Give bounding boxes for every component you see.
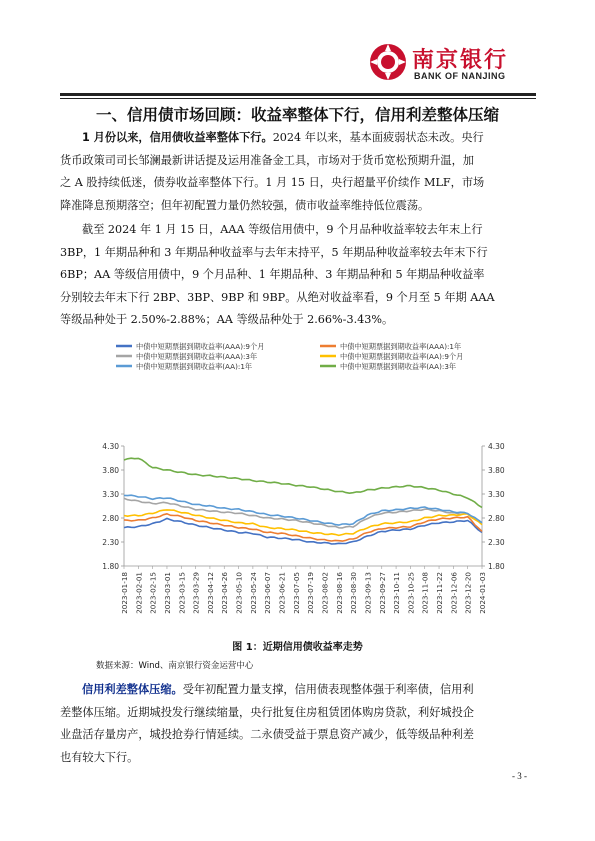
paragraph-1-line-4: 降准降息预期落空；但年初配置力量仍然较强，债市收益率维持低位震荡。 (60, 198, 430, 212)
figure-source: 数据来源：Wind、南京银行资金运营中心 (96, 661, 254, 671)
legend-label: 中债中短期票据到期收益率(AA):3年 (340, 362, 457, 371)
y2-tick-label: 3.30 (488, 490, 505, 499)
legend-label: 中债中短期票据到期收益率(AA):1年 (136, 362, 253, 371)
series-line (124, 458, 482, 507)
paragraph-2-line-2: 3BP，1 年期品种和 3 年期品种收益率与去年末持平，5 年期品种收益率较去年末下行 (60, 245, 488, 259)
paragraph-1-line-1 (60, 127, 546, 150)
x-tick-label: 2023-09-13 (363, 572, 373, 614)
y2-tick-label: 1.80 (488, 562, 505, 571)
figure-caption: 图 1：近期信用债收益率走势 (232, 642, 363, 653)
y-tick-label: 1.80 (102, 562, 119, 571)
paragraph-1-lead: 1 月份以来，信用债收益率整体下行。 (82, 131, 273, 144)
x-tick-label: 2023-12-20 (463, 572, 473, 614)
paragraph-3 (60, 679, 546, 769)
y-tick-label: 2.80 (102, 514, 119, 523)
x-tick-label: 2023-03-15 (177, 572, 187, 614)
x-tick-label: 2023-08-02 (320, 572, 330, 614)
x-tick-label: 2023-04-12 (205, 572, 215, 614)
paragraph-1-text: 2024 年以来，基本面疲弱状态未改。央行 (272, 131, 484, 144)
header-rule-thin (60, 98, 536, 99)
x-tick-label: 2023-09-27 (377, 572, 387, 614)
header-rule-thick (60, 93, 536, 96)
x-tick-label: 2023-11-08 (420, 572, 430, 614)
x-tick-label: 2023-01-18 (120, 572, 129, 614)
paragraph-3-line-4: 也有较大下行。 (60, 750, 139, 764)
paragraph-1-line-3: 之 A 股持续低迷，债券收益率整体下行。1 月 15 日，央行超量平价续作 MLF，市场 (60, 176, 485, 190)
series-line (124, 498, 482, 528)
legend-label: 中债中短期票据到期收益率(AAA):1年 (340, 342, 462, 351)
paragraph-2-line-1: 截至 2024 年 1 月 15 日，AAA 等级信用债中，9 个月品种收益率较去年末上行 (82, 223, 483, 236)
paragraph-2-line-4: 分别较去年末下行 2BP、3BP、9BP 和 9BP。从绝对收益率看，9 个月至 5 年期 AAA (60, 290, 495, 304)
y-tick-label: 4.30 (102, 442, 119, 451)
paragraph-1 (60, 127, 546, 217)
bank-name-en: BANK OF NANJING (414, 71, 506, 81)
y2-tick-label: 3.80 (488, 466, 505, 475)
y-tick-label: 3.80 (102, 466, 119, 475)
legend-label: 中债中短期票据到期收益率(AAA):3年 (136, 352, 258, 361)
paragraph-3-line-1 (60, 679, 546, 702)
x-tick-label: 2023-04-26 (220, 572, 230, 614)
x-tick-label: 2023-03-01 (162, 572, 172, 614)
paragraph-3-line-3: 业盘活存量房产，城投抢券行情延续。二永债受益于票息资产减少，低等级品种利差 (60, 728, 474, 742)
x-tick-label: 2023-03-29 (191, 572, 201, 614)
section-title: 一、信用债市场回顾：收益率整体下行，信用利差整体压缩 (96, 106, 500, 124)
x-tick-label: 2023-08-16 (334, 572, 344, 614)
bank-logo (368, 42, 528, 86)
y2-tick-label: 2.80 (488, 514, 505, 523)
y2-tick-label: 4.30 (488, 442, 505, 451)
y-tick-label: 2.30 (102, 538, 119, 547)
yield-chart-svg (90, 338, 530, 638)
bank-name-cn: 南京银行 (412, 48, 509, 73)
legend-label: 中债中短期票据到期收益率(AA):9个月 (340, 352, 464, 361)
x-tick-label: 2023-10-11 (392, 572, 402, 614)
paragraph-2 (60, 219, 546, 332)
x-tick-label: 2023-12-06 (449, 572, 459, 614)
page-number: - 3 - (512, 771, 527, 781)
x-tick-label: 2023-10-25 (406, 572, 416, 614)
legend-label: 中债中短期票据到期收益率(AAA):9个月 (136, 342, 265, 351)
paragraph-3-text: 受年初配置力量支撑，信用债表现整体强于利率债，信用利 (182, 683, 474, 696)
paragraph-1-line-2: 货币政策司司长邹澜最新讲话提及运用准备金工具，市场对于货币宽松预期升温，加 (60, 153, 474, 167)
x-tick-label: 2023-07-19 (306, 572, 316, 614)
y2-tick-label: 2.30 (488, 538, 505, 547)
paragraph-3-line-2: 差整体压缩。近期城投发行继续缩量，央行批复住房租赁团体购房贷款，利好城投企 (60, 705, 474, 719)
x-tick-label: 2023-02-15 (148, 572, 158, 614)
x-tick-label: 2023-06-21 (277, 572, 287, 614)
bank-logo-icon (368, 42, 408, 82)
x-tick-label: 2023-07-05 (291, 572, 301, 614)
x-tick-label: 2024-01-03 (478, 572, 487, 614)
paragraph-2-line-3: 6BP；AA 等级信用债中，9 个月品种、1 年期品种、3 年期品种和 5 年期品种收益率 (60, 268, 485, 282)
x-tick-label: 2023-06-07 (263, 572, 273, 614)
yield-chart (90, 338, 530, 638)
paragraph-3-lead: 信用利差整体压缩。 (82, 683, 183, 696)
y-tick-label: 3.30 (102, 490, 119, 499)
x-tick-label: 2023-05-24 (248, 572, 258, 614)
x-tick-label: 2023-05-10 (234, 572, 244, 614)
x-tick-label: 2023-11-22 (435, 572, 445, 614)
paragraph-2-line-5: 等级品种处于 2.50%-2.88%；AA 等级品种处于 2.66%-3.43%。 (60, 313, 394, 327)
x-tick-label: 2023-08-30 (349, 572, 359, 614)
x-tick-label: 2023-02-01 (134, 572, 144, 614)
